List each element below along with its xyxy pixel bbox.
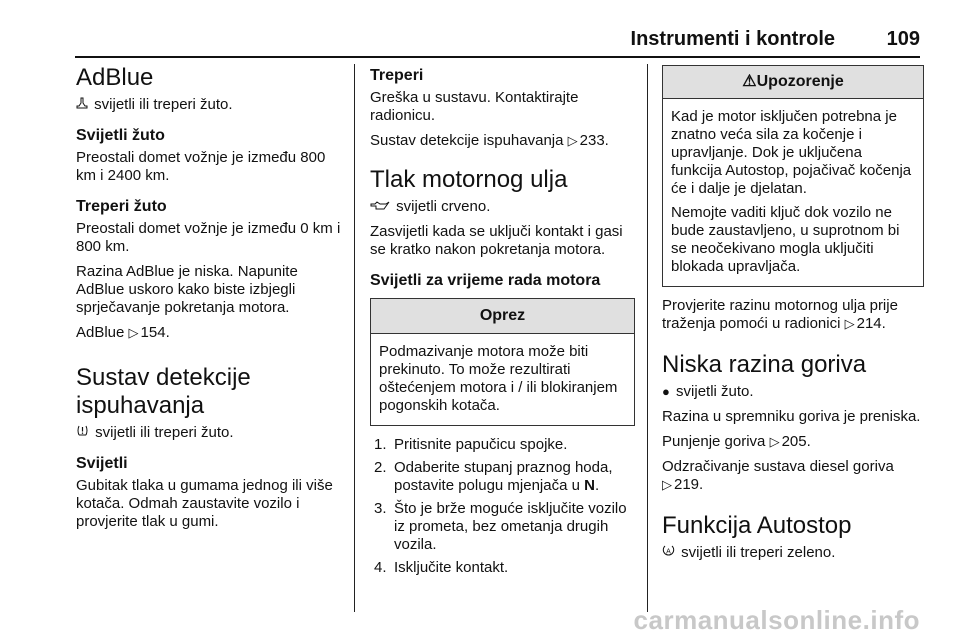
warning-box [662,65,924,287]
page-header-title: Instrumenti i kontrole [630,28,835,50]
oil-can-icon [370,198,390,216]
bleed-page[interactable]: 219 [674,476,700,493]
watermark: carmanualsonline.info [633,605,920,635]
fuel-pump-icon: ● [662,384,670,399]
adblue-warning-icon [76,96,88,114]
autostop-icon [662,544,675,562]
list-item: 3. Što je brže moguće isključite vozilo iz prometa, bez ometanja drugih vozila. [374,500,627,553]
oil-check-page[interactable]: 214 [856,315,882,332]
low-fuel-heading: Niska razina goriva [662,351,867,378]
caution-box [370,298,635,426]
column-divider-1 [354,64,355,612]
warning-text-2: Nemojte vaditi ključ dok vozilo ne bude zaustavljeno, u suprotnom bi se neočekivano mogla uključiti blokada upravljača. [671,204,900,275]
tpms-desc: svijetli ili treperi žuto. [76,424,348,442]
flashes-yellow-text-2: Razina AdBlue je niska. Napunite AdBlue uskoro kako biste izbjegli sprječavanje pokretanja motora. [76,263,298,316]
tire-pressure-icon [76,424,89,442]
refuel-reference: Punjenje goriva ▷ 205. [662,433,811,450]
adblue-desc: svijetli ili treperi žuto. [76,96,348,114]
lights-yellow-heading: Svijetli žuto [76,127,165,144]
oil-pressure-heading: Tlak motornog ulja [370,166,568,193]
warning-triangle-icon: ⚠ [742,73,757,90]
list-item: 4. Isključite kontakt. [374,559,509,576]
tpms-heading: Sustav detekcije ispuhavanja [76,364,251,419]
adblue-reference: AdBlue ▷ 154. [76,324,170,341]
svg-text:A: A [666,548,671,556]
oil-text: Zasvijetli kada se uključi kontakt i gasi se kratko nakon pokretanja motora. [370,223,623,258]
adblue-ref-page[interactable]: 154 [140,324,166,341]
page-ref-arrow-icon: ▷ [662,477,672,492]
flashes-yellow-heading: Treperi žuto [76,198,167,215]
running-heading: Svijetli za vrijeme rada motora [370,272,601,289]
page-ref-arrow-icon: ▷ [844,316,855,331]
fuel-text: Razina u spremniku goriva je preniska. [662,408,921,425]
oil-check-text: Provjerite razinu motornog ulja prije traženja pomoći u radionici ▷ 214. [662,297,898,332]
page-header [75,28,920,52]
refuel-page[interactable]: 205 [781,433,807,450]
caution-heading: Oprez [371,299,634,334]
autostop-desc: A svijetli ili treperi zeleno. [662,544,924,562]
bleed-reference: Odzračivanje sustava diesel goriva ▷ 219. [662,458,894,493]
column-3 [662,64,924,569]
page-ref-arrow-icon: ▷ [567,133,578,148]
flashes-text: Greška u sustavu. Kontaktirajte radionicu. [370,89,579,124]
lights-yellow-text: Preostali domet vožnje je između 800 km i 2400 km. [76,149,326,184]
autostop-heading: Funkcija Autostop [662,512,852,539]
adblue-heading: AdBlue [76,64,154,91]
flashes-yellow-text-1: Preostali domet vožnje je između 0 km i 800 km. [76,220,341,255]
tpms-ref-page[interactable]: 233 [579,132,605,149]
page-ref-arrow-icon: ▷ [769,434,780,449]
tpms-reference: Sustav detekcije ispuhavanja ▷ 233. [370,132,609,149]
flashes-heading: Treperi [370,67,424,84]
warning-text-1: Kad je motor isključen potrebna je znatno veća sila za kočenje i upravljanje. Dok je uključena funkcija Autostop, pojačivač kočenja će i dalje je djelatan. [671,108,912,197]
column-1 [76,64,348,538]
fuel-desc: ● svijetli žuto. [662,383,754,400]
lights-text: Gubitak tlaka u gumama jednog ili više kotača. Odmah zaustavite vozilo i provjerite tlak u gumi. [76,477,333,530]
caution-text: Podmazivanje motora može biti prekinuto. To može rezultirati oštećenjem motora i / ili blokiranjem pogonskih kotača. [379,343,618,414]
header-rule [75,56,920,58]
page-number: 109 [886,28,920,50]
list-item: 2. Odaberite stupanj praznog hoda, postavite polugu mjenjača u N. [374,459,613,494]
column-2 [370,64,635,582]
oil-desc: svijetli crveno. [370,198,635,216]
warning-heading: ⚠Upozorenje [663,66,923,99]
column-divider-2 [647,64,648,612]
lights-heading: Svijetli [76,455,128,472]
steps-list [370,436,635,577]
list-item: 1. Pritisnite papučicu spojke. [374,436,568,453]
page-ref-arrow-icon: ▷ [128,325,139,340]
